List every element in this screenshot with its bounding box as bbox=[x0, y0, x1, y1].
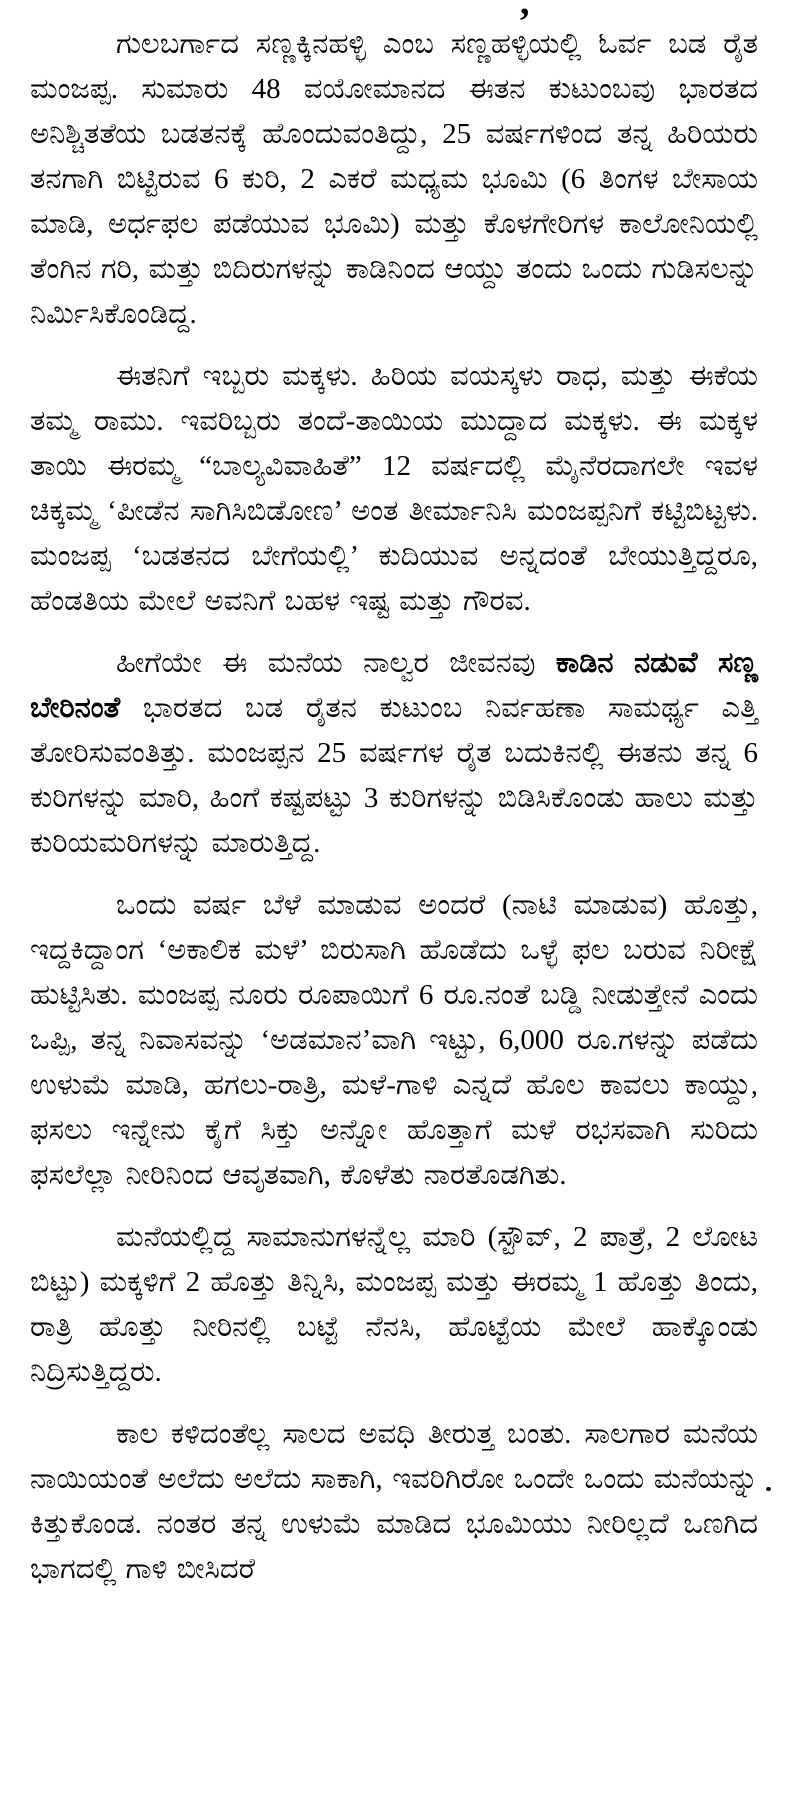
paragraph-segment: ಹೀಗೆಯೇ ಈ ಮನೆಯ ನಾಲ್ವರ ಜೀವನವು bbox=[116, 647, 556, 679]
paragraph-5: ಮನೆಯಲ್ಲಿದ್ದ ಸಾಮಾನುಗಳನ್ನೆಲ್ಲ ಮಾರಿ (ಸ್ಟೌವ್, 2 ಪಾತ್ರೆ, 2 ಲೋಟ ಬಿಟ್ಟು) ಮಕ್ಕಳಿಗೆ 2 ಹೊತ್ತು ತಿನ್ನಿಸಿ, ಮಂಜಪ್ಪ ಮತ್ತು ಈರಮ್ಮ 1 ಹೊತ್ತು ತಿಂದು, ರಾತ್ರಿ ಹೊತ್ತು ನೀರಿನಲ್ಲಿ ಬಟ್ಟೆ ನೆನಸಿ, ಹೊಟ್ಟೆಯ ಮೇಲೆ ಹಾಕ್ಕೊಂಡು ನಿದ್ರಿಸುತ್ತಿದ್ದರು. bbox=[30, 1221, 758, 1388]
paragraph-3 bbox=[30, 641, 758, 866]
paragraph-1: ಗುಲಬರ್ಗಾದ ಸಣ್ಣಕ್ಕಿನಹಳ್ಳಿ ಎಂಬ ಸಣ್ಣಹಳ್ಳಿಯಲ್ಲಿ ಓರ್ವ ಬಡ ರೈತ ಮಂಜಪ್ಪ. ಸುಮಾರು 48 ವಯೋಮಾನದ ಈತನ ಕುಟುಂಬವು ಭಾರತದ ಅನಿಶ್ಚಿತತೆಯ ಬಡತನಕ್ಕೆ ಹೊಂದುವಂತಿದ್ದು, 25 ವರ್ಷಗಳಿಂದ ತನ್ನ ಹಿರಿಯರು ತನಗಾಗಿ ಬಿಟ್ಟಿರುವ 6 ಕುರಿ, 2 ಎಕರೆ ಮಧ್ಯಮ ಭೂಮಿ (6 ತಿಂಗಳ ಬೇಸಾಯ ಮಾಡಿ, ಅರ್ಧಫಲ ಪಡೆಯುವ ಭೂಮಿ) ಮತ್ತು ಕೊಳಗೇರಿಗಳ ಕಾಲೋನಿಯಲ್ಲಿ ತೆಂಗಿನ ಗರಿ, ಮತ್ತು ಬಿದಿರುಗಳನ್ನು ಕಾಡಿನಿಂದ ಆಯ್ದು ತಂದು ಒಂದು ಗುಡಿಸಲನ್ನು ನಿರ್ಮಿಸಿಕೊಂಡಿದ್ದ. bbox=[30, 28, 758, 330]
cutoff-glyph-artifact: , bbox=[520, 0, 530, 23]
paragraph-4: ಒಂದು ವರ್ಷ ಬೆಳೆ ಮಾಡುವ ಅಂದರೆ (ನಾಟಿ ಮಾಡುವ) ಹೊತ್ತು, ಇದ್ದಕಿದ್ದಾಂಗ ‘ಅಕಾಲಿಕ ಮಳೆ’ ಬಿರುಸಾಗಿ ಹೊಡೆದು ಒಳ್ಳೆ ಫಲ ಬರುವ ನಿರೀಕ್ಷೆ ಹುಟ್ಟಿಸಿತು. ಮಂಜಪ್ಪ ನೂರು ರೂಪಾಯಿಗೆ 6 ರೂ.ನಂತೆ ಬಡ್ಡಿ ನೀಡುತ್ತೇನೆ ಎಂದು ಒಪ್ಪಿ, ತನ್ನ ನಿವಾಸವನ್ನು ‘ಅಡಮಾನ’ವಾಗಿ ಇಟ್ಟು, 6,000 ರೂ.ಗಳನ್ನು ಪಡೆದು ಉಳುಮೆ ಮಾಡಿ, ಹಗಲು-ರಾತ್ರಿ, ಮಳೆ-ಗಾಳಿ ಎನ್ನದೆ ಹೊಲ ಕಾವಲು ಕಾಯ್ದು, ಫಸಲು ಇನ್ನೇನು ಕೈಗೆ ಸಿಕ್ತು ಅನ್ನೋ ಹೊತ್ತಾಗೆ ಮಳೆ ರಭಸವಾಗಿ ಸುರಿದು ಫಸಲೆಲ್ಲಾ ನೀರಿನಿಂದ ಆವೃತವಾಗಿ, ಕೊಳೆತು ನಾರತೊಡಗಿತು. bbox=[30, 889, 758, 1191]
ink-speck bbox=[766, 1487, 771, 1491]
text-column bbox=[30, 22, 758, 1592]
bold-phrase: ಕಾಡಿನ ನಡುವೆ ಸಣ್ಣ ಬೇರಿನಂತೆ bbox=[30, 647, 759, 724]
paragraph-2: ಈತನಿಗೆ ಇಬ್ಬರು ಮಕ್ಕಳು. ಹಿರಿಯ ವಯಸ್ಕಳು ರಾಧ, ಮತ್ತು ಈಕೆಯ ತಮ್ಮ ರಾಮು. ಇವರಿಬ್ಬರು ತಂದೆ-ತಾಯಿಯ ಮುದ್ದಾದ ಮಕ್ಕಳು. ಈ ಮಕ್ಕಳ ತಾಯಿ ಈರಮ್ಮ “ಬಾಲ್ಯವಿವಾಹಿತೆ” 12 ವರ್ಷದಲ್ಲಿ ಮೈನೆರದಾಗಲೇ ಇವಳ ಚಿಕ್ಕಮ್ಮ ‘ಪೀಡೆನ ಸಾಗಿಸಿಬಿಡೋಣ’ ಅಂತ ತೀರ್ಮಾನಿಸಿ ಮಂಜಪ್ಪನಿಗೆ ಕಟ್ಟಿಬಿಟ್ಟಳು. ಮಂಜಪ್ಪ ‘ಬಡತನದ ಬೇಗೆಯಲ್ಲಿ’ ಕುದಿಯುವ ಅನ್ನದಂತೆ ಬೇಯುತ್ತಿದ್ದರೂ, ಹೆಂಡತಿಯ ಮೇಲೆ ಅವನಿಗೆ ಬಹಳ ಇಷ್ಟ ಮತ್ತು ಗೌರವ. bbox=[30, 360, 758, 617]
paragraph-6: ಕಾಲ ಕಳಿದಂತೆಲ್ಲ ಸಾಲದ ಅವಧಿ ತೀರುತ್ತ ಬಂತು. ಸಾಲಗಾರ ಮನೆಯ ನಾಯಿಯಂತೆ ಅಲೆದು ಅಲೆದು ಸಾಕಾಗಿ, ಇವರಿಗಿರೋ ಒಂದೇ ಒಂದು ಮನೆಯನ್ನು ಕಿತ್ತುಕೊಂಡ. ನಂತರ ತನ್ನ ಉಳುಮೆ ಮಾಡಿದ ಭೂಮಿಯು ನೀರಿಲ್ಲದೆ ಒಣಗಿದ ಭಾಗದಲ್ಲಿ ಗಾಳಿ ಬೀಸಿದರೆ bbox=[30, 1418, 758, 1585]
paragraph-segment: ಭಾರತದ ಬಡ ರೈತನ ಕುಟುಂಬ ನಿರ್ವಹಣಾ ಸಾಮರ್ಥ್ಯ ಎತ್ತಿ ತೋರಿಸುವಂತಿತ್ತು. ಮಂಜಪ್ಪನ 25 ವರ್ಷಗಳ ರೈತ ಬದುಕಿನಲ್ಲಿ ಈತನು ತನ್ನ 6 ಕುರಿಗಳನ್ನು ಮಾರಿ, ಹಿಂಗೆ ಕಷ್ಟಪಟ್ಟು 3 ಕುರಿಗಳನ್ನು ಬಿಡಿಸಿಕೊಂಡು ಹಾಲು ಮತ್ತು ಕುರಿಯಮರಿಗಳನ್ನು ಮಾರುತ್ತಿದ್ದ. bbox=[30, 692, 758, 859]
